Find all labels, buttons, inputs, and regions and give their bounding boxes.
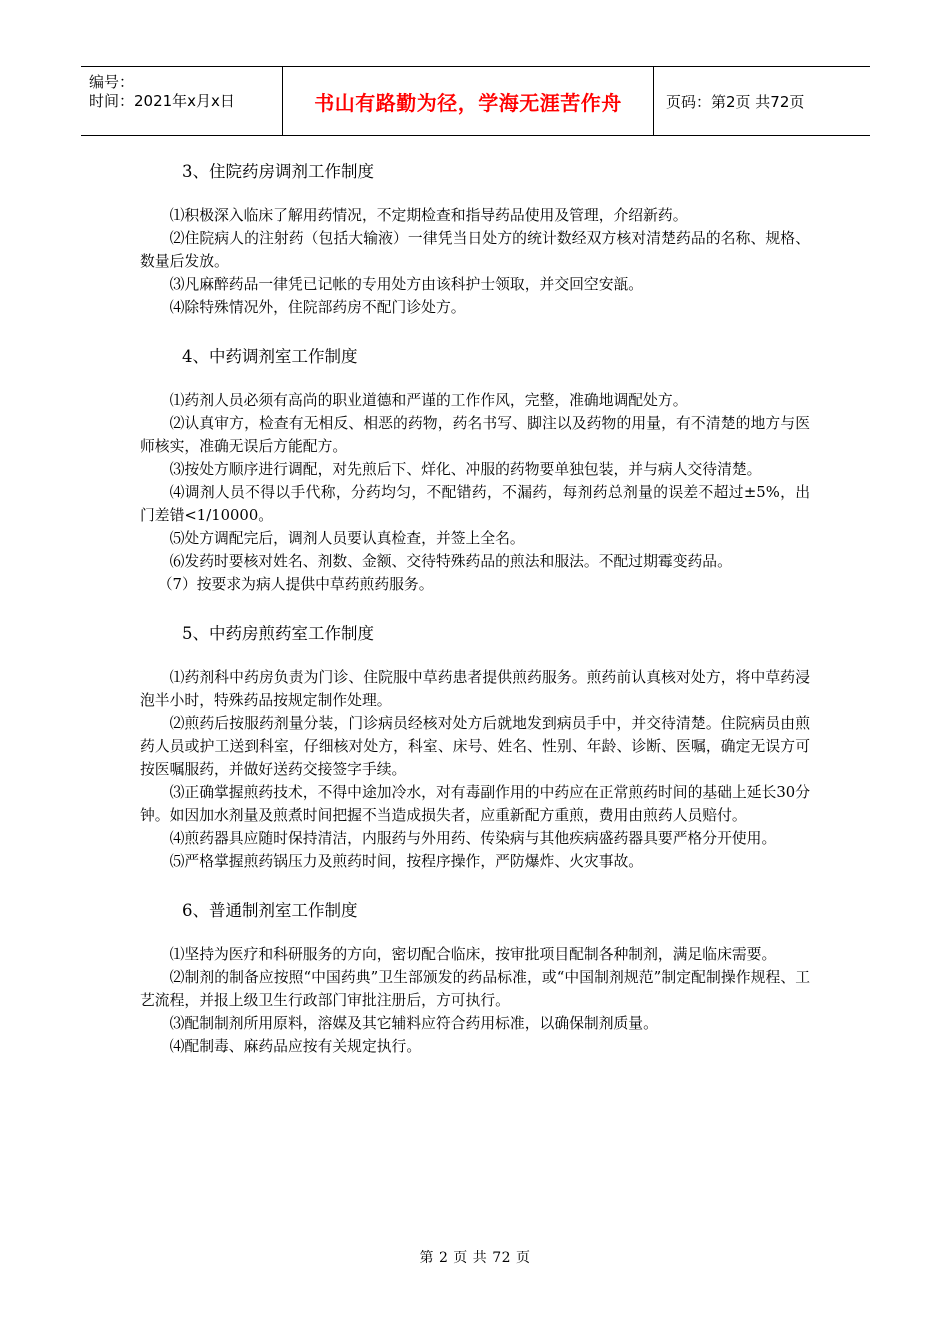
paragraph: ⑸严格掌握煎药锅压力及煎药时间，按程序操作，严防爆炸、火灾事故。 bbox=[169, 853, 644, 870]
paragraph: ⑶按处方顺序进行调配，对先煎后下、烊化、冲服的药物要单独包装，并与病人交待清楚。 bbox=[169, 461, 762, 478]
paragraph: ⑷煎药器具应随时保持清洁，内服药与外用药、传染病与其他疾病盛药器具要严格分开使用。 bbox=[169, 830, 777, 847]
page-header bbox=[81, 66, 870, 136]
paragraph: ⑵住院病人的注射药（包括大输液）一律凭当日处方的统计数经双方核对清楚药品的名称、规格、数量后发放。 bbox=[140, 230, 810, 270]
page-footer: 第 2 页 共 72 页 bbox=[419, 1250, 531, 1266]
paragraph: ⑶正确掌握煎药技术，不得中途加冷水，对有毒副作用的中药应在正常煎药时间的基础上延长30分钟。如因加水剂量及煎煮时间把握不当造成损失者，应重新配方重煎，费用由煎药人员赔付。 bbox=[140, 784, 810, 824]
paragraph: ⑹发药时要核对姓名、剂数、金额、交待特殊药品的煎法和服法。不配过期霉变药品。 bbox=[169, 553, 732, 570]
paragraph: ⑵制剂的制备应按照“中国药典”卫生部颁发的药品标准，或“中国制剂规范”制定配制操作规程、工艺流程，并报上级卫生行政部门审批注册后，方可执行。 bbox=[140, 969, 810, 1009]
paragraph: ⑶配制制剂所用原料，溶媒及其它辅料应符合药用标准，以确保制剂质量。 bbox=[169, 1015, 658, 1032]
paragraph: ⑴积极深入临床了解用药情况，不定期检查和指导药品使用及管理，介绍新药。 bbox=[169, 207, 688, 224]
paragraph: ⑸处方调配完后，调剂人员要认真检查，并签上全名。 bbox=[169, 530, 525, 547]
date-label: 时间：2021年x月x日 bbox=[89, 92, 235, 110]
document-body bbox=[140, 156, 810, 1058]
paragraph: （7）按要求为病人提供中草药煎药服务。 bbox=[157, 576, 434, 593]
number-label: 编号： bbox=[89, 73, 135, 91]
header-motto-cell bbox=[283, 67, 654, 135]
section-title: 3、住院药房调剂工作制度 bbox=[182, 162, 374, 181]
header-meta bbox=[81, 67, 283, 135]
paragraph: ⑵煎药后按服药剂量分装，门诊病员经核对处方后就地发到病员手中，并交待清楚。住院病员由煎药人员或护工送到科室，仔细核对处方，科室、床号、姓名、性别、年龄、诊断、医嘱，确定无误方可按医嘱服药，并做好送药交接签字手续。 bbox=[140, 715, 810, 778]
page-info-text: 页码：第2页 共72页 bbox=[666, 92, 805, 111]
paragraph: ⑷配制毒、麻药品应按有关规定执行。 bbox=[169, 1038, 422, 1055]
paragraph: ⑷调剂人员不得以手代称，分药均匀，不配错药，不漏药，每剂药总剂量的误差不超过±5%，出门差错<1/10000。 bbox=[140, 484, 810, 524]
paragraph: ⑴坚持为医疗和科研服务的方向，密切配合临床，按审批项目配制各种制剂，满足临床需要。 bbox=[169, 946, 777, 963]
header-page-info bbox=[654, 67, 870, 135]
section-title: 6、普通制剂室工作制度 bbox=[182, 901, 358, 920]
section-title: 5、中药房煎药室工作制度 bbox=[182, 624, 374, 643]
motto-text: 书山有路勤为径，学海无涯苦作舟 bbox=[314, 90, 622, 115]
paragraph: ⑴药剂科中药房负责为门诊、住院服中草药患者提供煎药服务。煎药前认真核对处方，将中草药浸泡半小时，特殊药品按规定制作处理。 bbox=[140, 669, 810, 709]
paragraph: ⑴药剂人员必须有高尚的职业道德和严谨的工作作风，完整，准确地调配处方。 bbox=[169, 392, 688, 409]
section-title: 4、中药调剂室工作制度 bbox=[182, 347, 358, 366]
paragraph: ⑷除特殊情况外，住院部药房不配门诊处方。 bbox=[169, 299, 466, 316]
paragraph: ⑵认真审方，检查有无相反、相恶的药物，药名书写、脚注以及药物的用量，有不清楚的地方与医师核实，准确无误后方能配方。 bbox=[140, 415, 810, 455]
paragraph: ⑶凡麻醉药品一律凭已记帐的专用处方由该科护士领取，并交回空安瓿。 bbox=[169, 276, 644, 293]
